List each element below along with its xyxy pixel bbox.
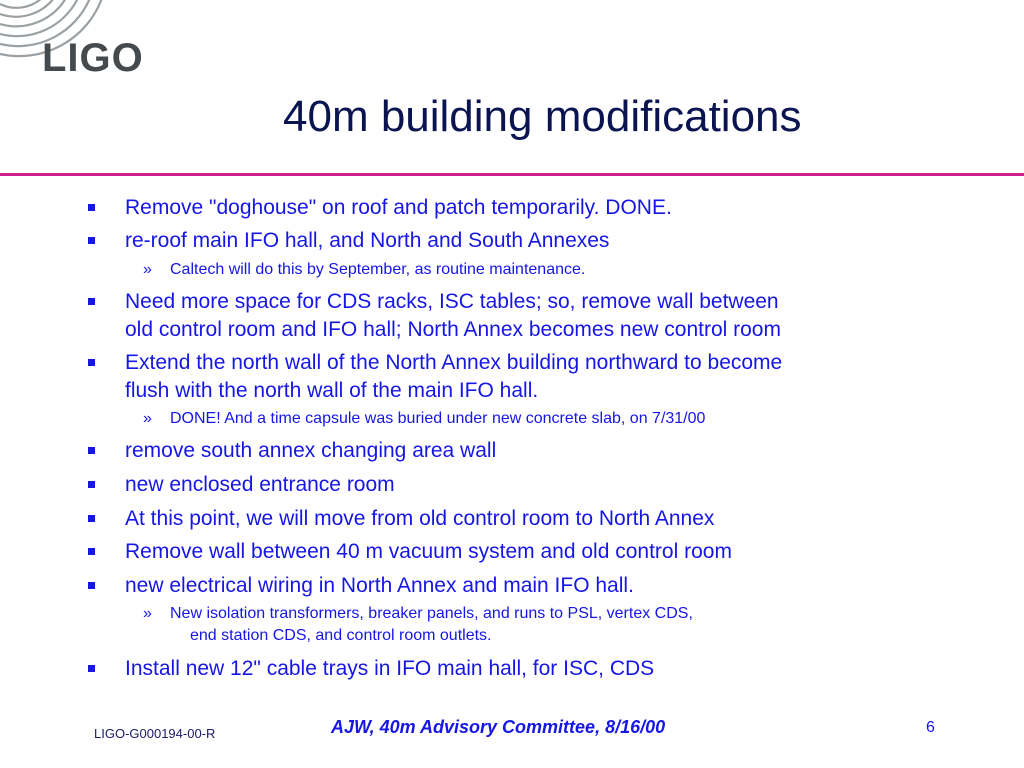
bullet-item [125,505,945,533]
square-bullet-icon [88,298,95,305]
bullet-item [125,471,945,499]
sub-bullet-text: Caltech will do this by September, as routine maintenance. [170,261,586,278]
bullet-text-continued: old control room and IFO hall; North Annex becomes new control room [125,318,781,341]
bullet-item [125,437,945,465]
bullet-item [125,349,945,405]
square-bullet-icon [88,548,95,555]
square-bullet-icon [88,515,95,522]
square-bullet-icon [88,582,95,589]
bullet-text: Remove wall between 40 m vacuum system and old control room [125,540,732,563]
footer-page-number: 6 [926,719,935,736]
square-bullet-icon [88,481,95,488]
sub-bullet-marker: » [143,605,152,622]
bullet-item [125,227,945,255]
square-bullet-icon [88,237,95,244]
sub-bullet-text-continued: end station CDS, and control room outlets. [190,627,492,644]
bullet-text: Extend the north wall of the North Annex building northward to become [125,351,783,374]
ligo-logo-text: LIGO [42,36,144,80]
sub-bullet-text: DONE! And a time capsule was buried under new concrete slab, on 7/31/00 [170,410,706,427]
slide-title: 40m building modifications [283,92,802,141]
square-bullet-icon [88,204,95,211]
bullet-text: new electrical wiring in North Annex and main IFO hall. [125,574,634,597]
sub-bullet-text: New isolation transformers, breaker panels, and runs to PSL, vertex CDS, [170,605,693,622]
square-bullet-icon [88,665,95,672]
bullet-text: re-roof main IFO hall, and North and South Annexes [125,229,610,252]
footer-presenter: AJW, 40m Advisory Committee, 8/16/00 [331,717,666,737]
bullet-item [125,538,945,566]
sub-bullet-marker: » [143,410,152,427]
square-bullet-icon [88,447,95,454]
bullet-text: Install new 12" cable trays in IFO main hall, for ISC, CDS [125,657,655,680]
bullet-text-continued: flush with the north wall of the main IFO hall. [125,379,539,402]
sub-bullet-marker: » [143,261,152,278]
bullet-text: Remove "doghouse" on roof and patch temporarily. DONE. [125,196,672,219]
sub-bullet-item [143,259,870,281]
footer-document-id: LIGO-G000194-00-R [94,726,216,741]
bullet-item [125,194,945,222]
bullet-text: At this point, we will move from old control room to North Annex [125,507,715,530]
bullet-text: new enclosed entrance room [125,473,395,496]
bullet-text: remove south annex changing area wall [125,439,497,462]
square-bullet-icon [88,359,95,366]
bullet-item [125,655,945,683]
sub-bullet-item [143,408,870,430]
sub-bullet-item [143,603,870,647]
bullet-item [125,288,945,344]
bullet-item [125,572,945,600]
bullet-text: Need more space for CDS racks, ISC tables; so, remove wall between [125,290,779,313]
